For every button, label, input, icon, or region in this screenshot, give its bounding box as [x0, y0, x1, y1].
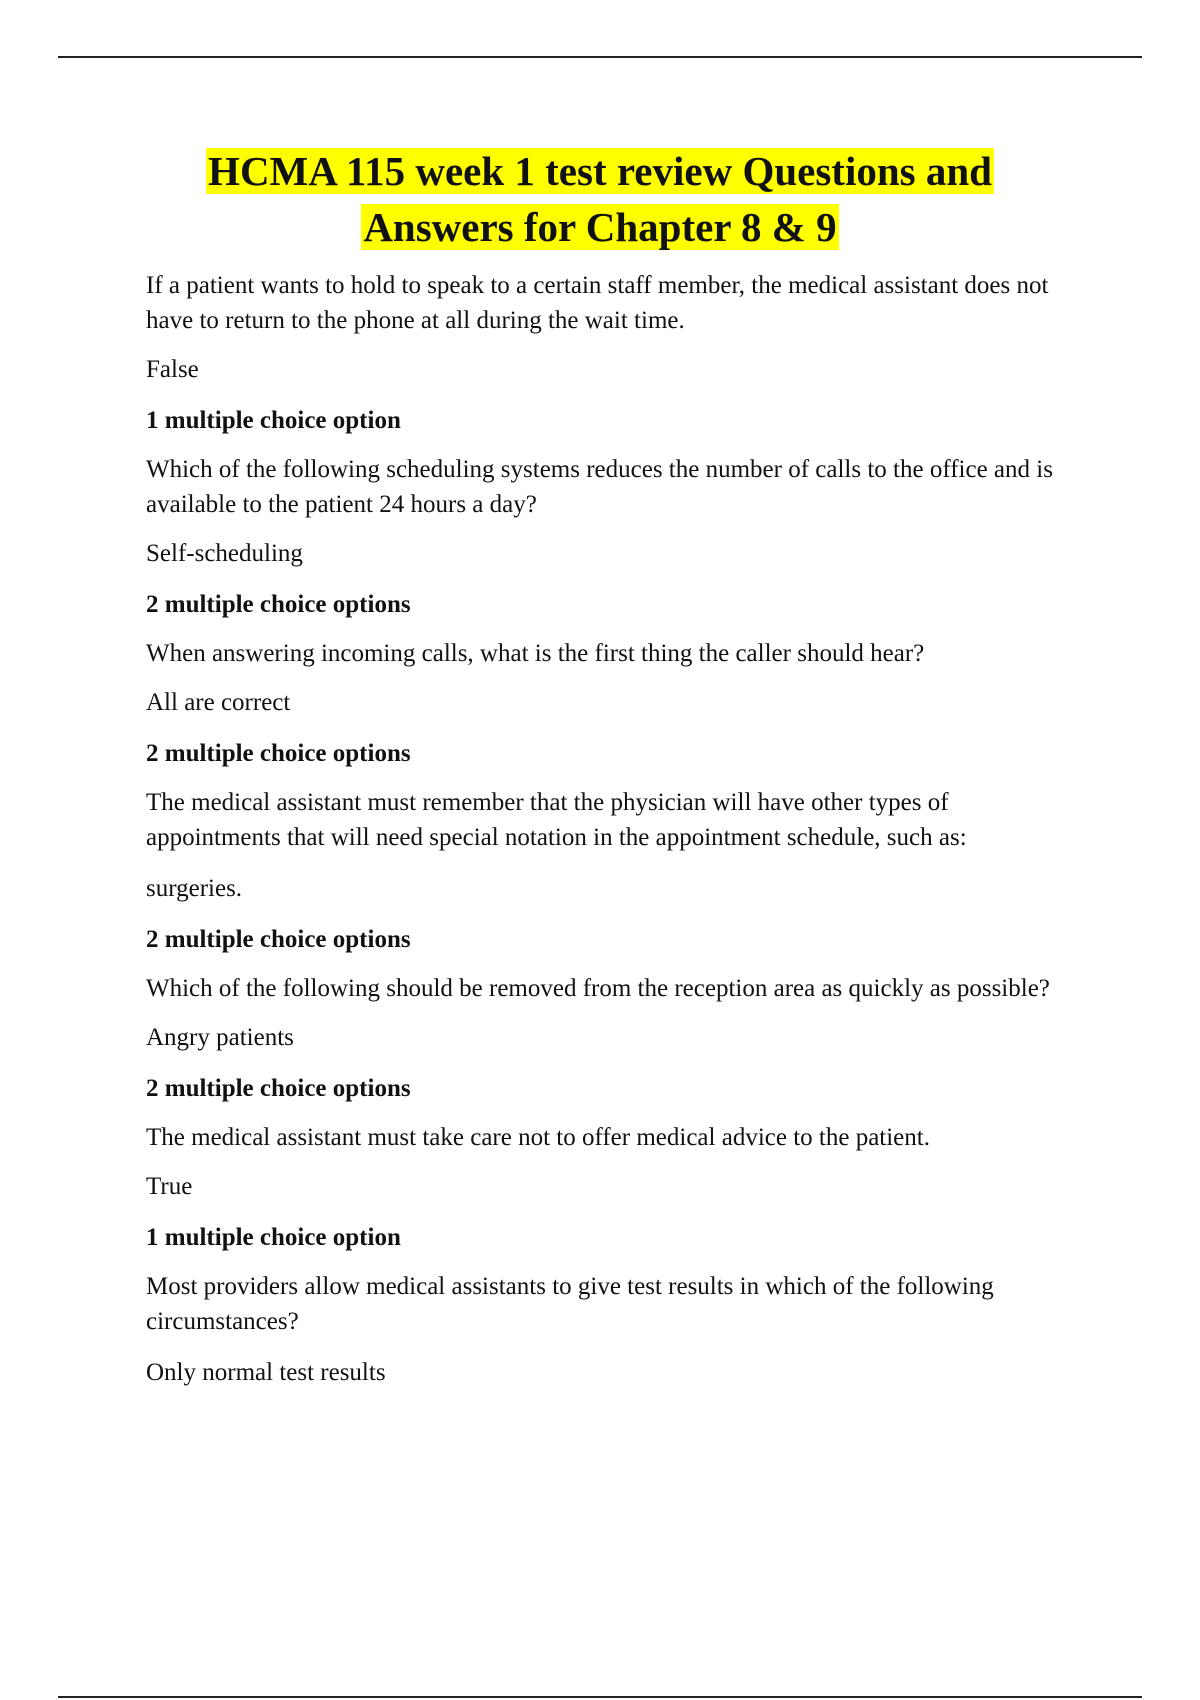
answer-text: True	[146, 1173, 193, 1200]
qa-item-1	[146, 268, 1086, 438]
question-text: The medical assistant must take care not to offer medical advice to the patient.	[146, 1124, 930, 1151]
options-note: 2 multiple choice options	[146, 926, 411, 953]
question-text: If a patient wants to hold to speak to a certain staff member, the medical assistant does not have to return to the phone at all during the wait time.	[146, 272, 1049, 334]
question-text: Which of the following scheduling systems reduces the number of calls to the office and is available to the patient 24 hours a day?	[146, 456, 1053, 518]
question-text: When answering incoming calls, what is the first thing the caller should hear?	[146, 640, 925, 667]
qa-item-5	[146, 971, 1086, 1106]
qa-item-7	[146, 1269, 1086, 1390]
options-note: 2 multiple choice options	[146, 1075, 411, 1102]
question-text: Which of the following should be removed from the reception area as quickly as possible?	[146, 975, 1050, 1002]
answer-text: Only normal test results	[146, 1359, 386, 1386]
answer-text: surgeries.	[146, 875, 243, 902]
options-note: 2 multiple choice options	[146, 740, 411, 767]
options-note: 2 multiple choice options	[146, 591, 411, 618]
qa-list	[146, 268, 1086, 1390]
question-text: Most providers allow medical assistants to give test results in which of the following circumstances?	[146, 1273, 994, 1335]
answer-text: Angry patients	[146, 1024, 294, 1051]
title-line-2: Answers for Chapter 8 & 9	[363, 204, 837, 250]
answer-text: Self-scheduling	[146, 540, 303, 567]
bottom-divider	[58, 1696, 1142, 1698]
qa-item-4	[146, 785, 1086, 957]
top-divider	[58, 56, 1142, 58]
qa-item-3	[146, 636, 1086, 771]
title-line-1: HCMA 115 week 1 test review Questions and	[208, 148, 992, 194]
options-note: 1 multiple choice option	[146, 1224, 401, 1251]
qa-item-2	[146, 452, 1086, 622]
options-note: 1 multiple choice option	[146, 407, 401, 434]
question-text: The medical assistant must remember that the physician will have other types of appointments that will need special notation in the appointment schedule, such as:	[146, 789, 967, 851]
answer-text: False	[146, 356, 199, 383]
answer-text: All are correct	[146, 689, 291, 716]
document-title	[100, 143, 1100, 255]
qa-item-6	[146, 1120, 1086, 1255]
